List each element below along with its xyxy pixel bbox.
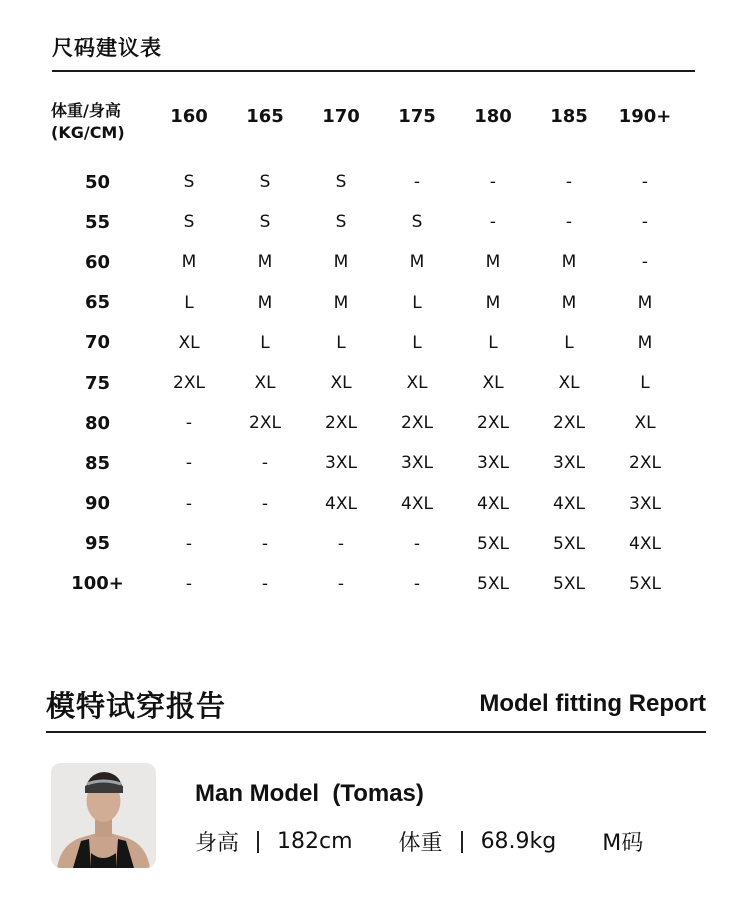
size-cell: 5XL xyxy=(477,573,509,594)
size-cell: 2XL xyxy=(401,413,433,434)
size-cell: - xyxy=(185,573,193,594)
size-cell: 5XL xyxy=(553,573,585,594)
size-cell: 5XL xyxy=(629,573,661,594)
table-row xyxy=(44,564,683,604)
size-chart-table xyxy=(44,100,683,604)
table-row xyxy=(44,242,683,282)
size-cell: M xyxy=(333,292,349,313)
size-cell: 4XL xyxy=(629,533,661,554)
weight-cell: 85 xyxy=(84,452,111,474)
size-cell: M xyxy=(485,252,501,273)
size-cell: S xyxy=(183,172,195,193)
size-cell: - xyxy=(261,573,269,594)
height-header: 175 xyxy=(398,106,436,127)
model-stats xyxy=(195,826,643,857)
size-cell: M xyxy=(409,252,425,273)
size-cell: 3XL xyxy=(401,453,433,474)
weight-value: 68.9kg xyxy=(480,829,557,854)
separator-bar xyxy=(257,831,259,853)
size-cell: L xyxy=(564,332,574,353)
size-cell: - xyxy=(261,533,269,554)
fitting-report-title-cn: 模特试穿报告 xyxy=(46,689,227,723)
size-cell: - xyxy=(413,573,421,594)
weight-cell: 100+ xyxy=(71,573,124,595)
size-cell: M xyxy=(637,292,653,313)
size-cell: 2XL xyxy=(325,413,357,434)
size-cell: 2XL xyxy=(629,453,661,474)
weight-cell: 70 xyxy=(84,332,111,354)
weight-cell: 55 xyxy=(84,211,111,233)
size-cell: L xyxy=(184,292,194,313)
corner-label-line2: (KG/CM) xyxy=(51,123,125,142)
size-cell: XL xyxy=(406,373,428,394)
size-cell: - xyxy=(641,212,649,233)
size-cell: - xyxy=(337,533,345,554)
size-cell: 2XL xyxy=(173,373,205,394)
table-row xyxy=(44,323,683,363)
size-cell: - xyxy=(185,413,193,434)
size-worn: M码 xyxy=(602,831,644,856)
fitting-report-title-en: Model fitting Report xyxy=(479,690,706,717)
size-cell: XL xyxy=(482,373,504,394)
size-cell: - xyxy=(413,172,421,193)
table-row xyxy=(44,162,683,202)
model-portrait-image xyxy=(51,763,156,868)
size-cell: 2XL xyxy=(553,413,585,434)
weight-cell: 95 xyxy=(84,533,111,555)
size-cell: S xyxy=(259,172,271,193)
corner-label-line1: 体重/身高 xyxy=(51,101,121,120)
size-cell: 4XL xyxy=(401,493,433,514)
table-row xyxy=(44,202,683,242)
size-cell: L xyxy=(412,292,422,313)
size-cell: M xyxy=(333,252,349,273)
size-cell: 3XL xyxy=(477,453,509,474)
size-cell: - xyxy=(489,172,497,193)
size-cell: 2XL xyxy=(477,413,509,434)
size-cell: L xyxy=(260,332,270,353)
size-cell: - xyxy=(565,212,573,233)
height-header: 170 xyxy=(322,106,360,127)
size-cell: XL xyxy=(330,373,352,394)
size-cell: M xyxy=(181,252,197,273)
size-cell: - xyxy=(641,172,649,193)
table-row xyxy=(44,283,683,323)
height-label: 身高 xyxy=(195,831,240,856)
size-cell: - xyxy=(185,533,193,554)
weight-label: 体重 xyxy=(398,831,443,856)
size-cell: M xyxy=(257,252,273,273)
table-body xyxy=(44,162,683,604)
weight-cell: 60 xyxy=(84,251,111,273)
size-cell: M xyxy=(485,292,501,313)
size-cell: 3XL xyxy=(325,453,357,474)
size-cell: S xyxy=(259,212,271,233)
height-header: 165 xyxy=(246,106,284,127)
size-cell: 2XL xyxy=(249,413,281,434)
size-cell: S xyxy=(335,172,347,193)
corner-label xyxy=(44,100,151,162)
size-cell: XL xyxy=(254,373,276,394)
size-cell: - xyxy=(261,453,269,474)
weight-cell: 80 xyxy=(84,412,111,434)
size-cell: M xyxy=(257,292,273,313)
size-cell: - xyxy=(641,252,649,273)
size-cell: - xyxy=(337,573,345,594)
size-cell: L xyxy=(640,373,650,394)
size-cell: - xyxy=(565,172,573,193)
size-cell: L xyxy=(412,332,422,353)
size-cell: XL xyxy=(178,332,200,353)
weight-cell: 65 xyxy=(84,292,111,314)
size-cell: - xyxy=(413,533,421,554)
size-cell: 3XL xyxy=(553,453,585,474)
size-cell: S xyxy=(183,212,195,233)
model-name: Man Model (Tomas) xyxy=(195,780,424,807)
separator-bar xyxy=(461,831,463,853)
size-cell: M xyxy=(637,332,653,353)
height-header: 190+ xyxy=(618,106,672,127)
weight-cell: 90 xyxy=(84,493,111,515)
table-row xyxy=(44,363,683,403)
table-row xyxy=(44,524,683,564)
size-cell: XL xyxy=(558,373,580,394)
size-cell: 3XL xyxy=(629,493,661,514)
table-row xyxy=(44,403,683,443)
weight-cell: 50 xyxy=(84,171,111,193)
size-chart-title: 尺码建议表 xyxy=(52,36,162,60)
size-cell: 5XL xyxy=(477,533,509,554)
size-cell: - xyxy=(185,453,193,474)
size-cell: S xyxy=(411,212,423,233)
report-divider xyxy=(46,731,706,733)
size-cell: XL xyxy=(634,413,656,434)
title-divider xyxy=(52,70,695,72)
size-cell: M xyxy=(561,252,577,273)
size-cell: - xyxy=(489,212,497,233)
size-cell: M xyxy=(561,292,577,313)
size-cell: 4XL xyxy=(325,493,357,514)
size-cell: L xyxy=(336,332,346,353)
size-cell: - xyxy=(261,493,269,514)
weight-cell: 75 xyxy=(84,372,111,394)
table-row xyxy=(44,443,683,483)
height-value: 182cm xyxy=(277,829,353,854)
size-cell: 4XL xyxy=(477,493,509,514)
size-cell: S xyxy=(335,212,347,233)
size-cell: 4XL xyxy=(553,493,585,514)
height-header: 180 xyxy=(474,106,512,127)
height-header: 185 xyxy=(550,106,588,127)
size-cell: 5XL xyxy=(553,533,585,554)
size-cell: L xyxy=(488,332,498,353)
table-header-row xyxy=(44,100,683,162)
table-row xyxy=(44,484,683,524)
height-header: 160 xyxy=(170,106,208,127)
size-cell: - xyxy=(185,493,193,514)
model-avatar xyxy=(51,763,156,868)
